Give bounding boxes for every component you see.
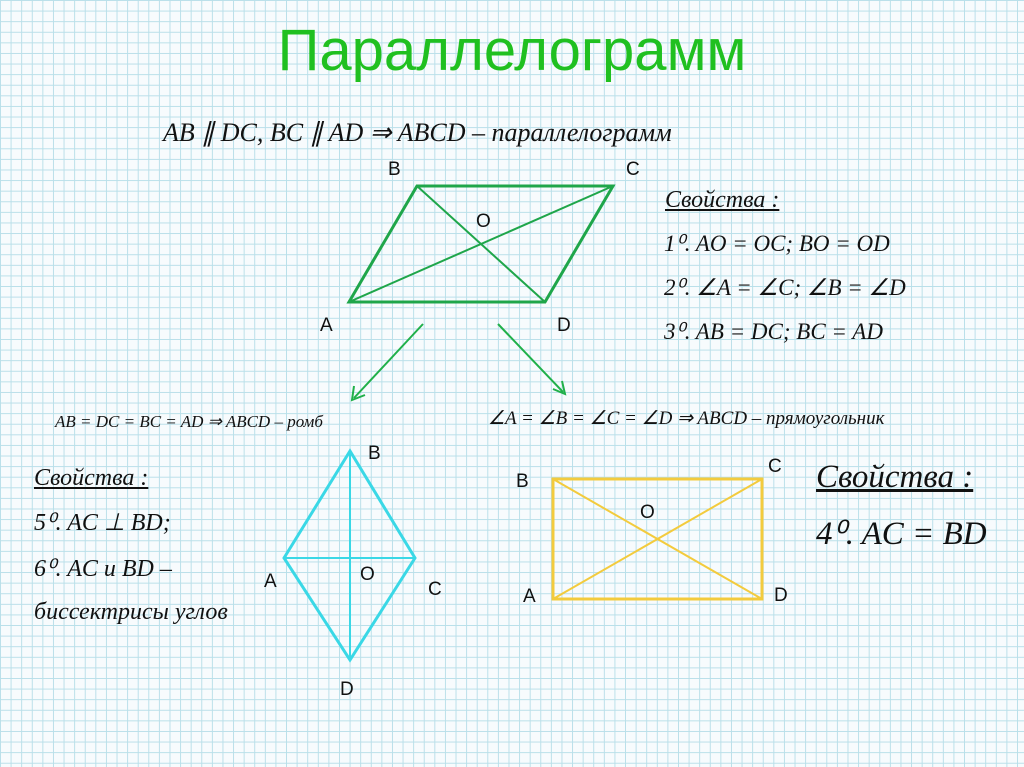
rhombus-figure xyxy=(284,451,415,660)
rectangle-property-4: 4⁰. AC = BD xyxy=(816,516,987,552)
rhombus-property-5: 5⁰. AC ⊥ BD; xyxy=(34,510,171,536)
rectangle-definition: ∠A = ∠B = ∠C = ∠D ⇒ ABCD – прямоугольник xyxy=(488,408,885,429)
rectangle-label-d: D xyxy=(774,585,788,606)
arrow-to-rhombus xyxy=(354,324,423,398)
rhombus-label-o: O xyxy=(360,564,375,585)
rectangle-label-c: C xyxy=(768,456,782,477)
rhombus-label-d: D xyxy=(340,679,354,700)
parallelogram-properties-header: Свойства : xyxy=(665,187,780,213)
parallelogram-label-o: O xyxy=(476,211,491,232)
rectangle-label-b: B xyxy=(516,471,529,492)
parallelogram-definition: AB ∥ DC, BC ∥ AD ⇒ ABCD – параллелограмм xyxy=(163,118,672,147)
rectangle-figure xyxy=(553,479,762,599)
rhombus-label-c: C xyxy=(428,579,442,600)
arrows xyxy=(352,324,565,400)
rhombus-property-6-cont: биссектрисы углов xyxy=(34,599,228,625)
rhombus-properties-header: Свойства : xyxy=(34,465,149,491)
rhombus-definition: AB = DC = BC = AD ⇒ ABCD – ромб xyxy=(55,412,323,431)
parallelogram-label-a: A xyxy=(320,315,333,336)
rectangle-properties-header: Свойства : xyxy=(816,459,974,495)
parallelogram-property-1: 1⁰. AO = OC; BO = OD xyxy=(664,231,890,256)
parallelogram-property-2: 2⁰. ∠A = ∠C; ∠B = ∠D xyxy=(664,275,906,300)
parallelogram-diagonal-bd xyxy=(417,186,545,302)
parallelogram-label-b: B xyxy=(388,159,401,180)
parallelogram-label-d: D xyxy=(557,315,571,336)
parallelogram-figure xyxy=(349,186,613,302)
parallelogram-label-c: C xyxy=(626,159,640,180)
rhombus-property-6: 6⁰. AC и BD – xyxy=(34,556,172,582)
rhombus-label-a: A xyxy=(264,571,277,592)
parallelogram-property-3: 3⁰. AB = DC; BC = AD xyxy=(664,319,883,344)
rectangle-label-o: O xyxy=(640,502,655,523)
arrow-to-rectangle xyxy=(498,324,563,392)
rectangle-label-a: A xyxy=(523,586,536,607)
rhombus-label-b: B xyxy=(368,443,381,464)
page-title: Параллелограмм xyxy=(277,18,747,83)
